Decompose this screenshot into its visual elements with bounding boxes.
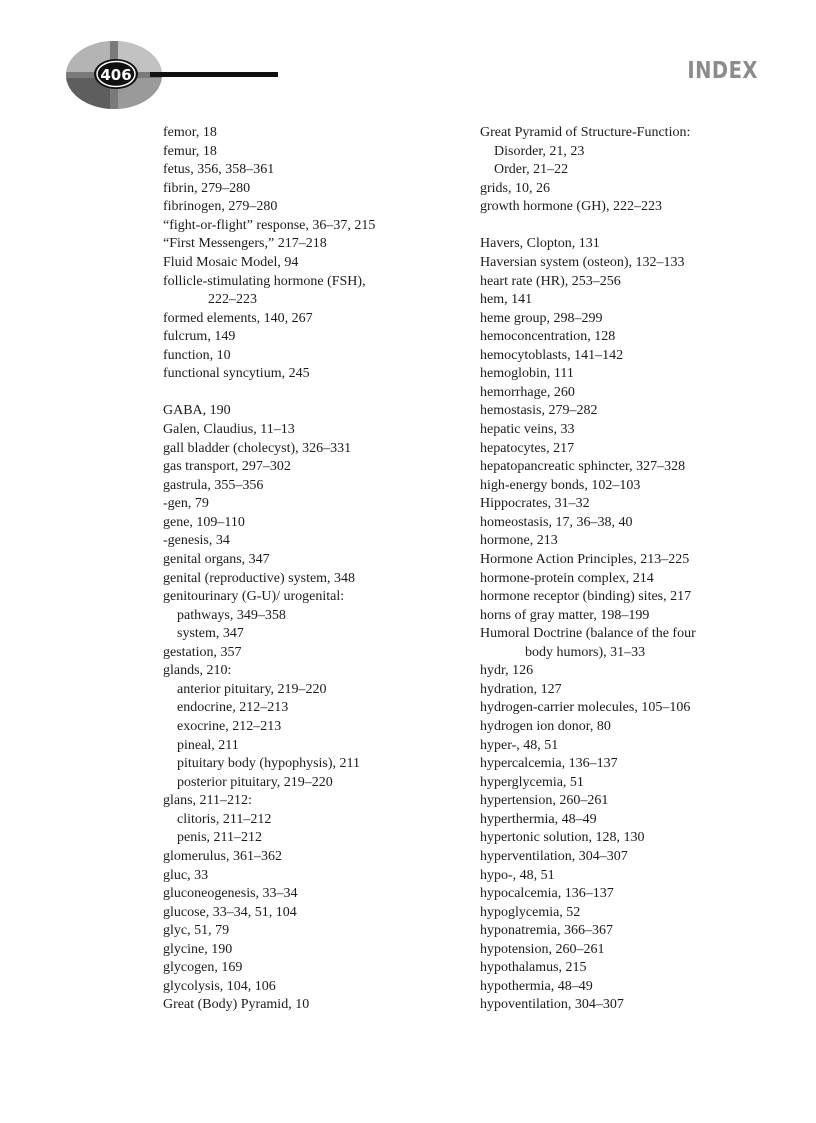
index-subentry: pathways, 349–358 (177, 607, 286, 623)
index-entry: gluconeogenesis, 33–34 (163, 886, 298, 902)
index-entry: hydr, 126 (480, 663, 534, 679)
section-title: INDEX (687, 58, 758, 84)
index-entry: glomerulus, 361–362 (163, 848, 282, 864)
index-entry: glycogen, 169 (163, 960, 243, 976)
index-entry: follicle-stimulating hormone (FSH), (163, 273, 366, 289)
index-entry: hydration, 127 (480, 681, 562, 697)
index-entry: genitourinary (G-U)/ urogenital: (163, 589, 345, 605)
index-entry: hemorrhage, 260 (480, 384, 575, 400)
index-entry-continuation: body humors), 31–33 (525, 644, 646, 660)
index-entry: hepatic veins, 33 (480, 422, 575, 437)
page-number-badge (66, 40, 280, 110)
index-entry: glands, 210: (163, 663, 232, 679)
index-entry: grids, 10, 26 (480, 180, 550, 196)
index-entry: hypoventilation, 304–307 (480, 997, 624, 1013)
section-gap (480, 217, 780, 236)
index-entry: hypothermia, 48–49 (480, 978, 593, 994)
index-entry: Great Pyramid of Structure-Function: (480, 125, 691, 140)
index-entry: GABA, 190 (163, 403, 231, 419)
index-entry: “fight-or-flight” response, 36–37, 215 (163, 217, 376, 233)
index-entry: hypo-, 48, 51 (480, 867, 555, 883)
index-subentry: penis, 211–212 (177, 830, 263, 846)
index-entry: Humoral Doctrine (balance of the four (480, 626, 696, 642)
index-entry: hypothalamus, 215 (480, 960, 587, 976)
index-subentry: exocrine, 212–213 (177, 719, 282, 734)
index-entry: hemoglobin, 111 (480, 366, 574, 382)
index-entry: hypotension, 260–261 (480, 941, 605, 957)
index-entry: hypertension, 260–261 (480, 793, 609, 809)
index-entry: Havers, Clopton, 131 (480, 236, 600, 252)
index-entry: hydrogen ion donor, 80 (480, 719, 611, 734)
index-entry: hypocalcemia, 136–137 (480, 886, 614, 902)
index-entry: hypercalcemia, 136–137 (480, 756, 618, 772)
index-column-left (163, 124, 463, 1015)
index-entry: Hormone Action Principles, 213–225 (480, 551, 690, 567)
index-entry: femor, 18 (163, 125, 217, 140)
index-entry: growth hormone (GH), 222–223 (480, 199, 662, 215)
index-entry: horns of gray matter, 198–199 (480, 607, 650, 623)
index-entry: -genesis, 34 (163, 533, 230, 549)
index-entry: homeostasis, 17, 36–38, 40 (480, 514, 633, 530)
index-entry: “First Messengers,” 217–218 (163, 236, 327, 252)
index-entry: glyc, 51, 79 (163, 923, 230, 939)
index-entry: hepatopancreatic sphincter, 327–328 (480, 459, 686, 475)
section-gap (163, 384, 463, 403)
index-entry: femur, 18 (163, 143, 217, 159)
index-entry: gene, 109–110 (163, 514, 245, 530)
index-entry: -gen, 79 (163, 496, 209, 512)
index-entry: fibrinogen, 279–280 (163, 199, 278, 215)
index-entry: formed elements, 140, 267 (163, 310, 313, 326)
index-entry: hyperglycemia, 51 (480, 774, 584, 790)
index-subentry: pineal, 211 (177, 737, 239, 753)
index-entry: fibrin, 279–280 (163, 180, 251, 196)
index-entry: gastrula, 355–356 (163, 477, 264, 493)
index-entry: Galen, Claudius, 11–13 (163, 422, 295, 437)
index-entry: hyperventilation, 304–307 (480, 848, 628, 864)
index-entry: genital (reproductive) system, 348 (163, 570, 356, 586)
index-entry: hydrogen-carrier molecules, 105–106 (480, 700, 691, 716)
index-entry: hormone-protein complex, 214 (480, 570, 654, 586)
index-entry: hyper-, 48, 51 (480, 737, 559, 753)
index-subentry: anterior pituitary, 219–220 (177, 681, 327, 697)
index-entry: glans, 211–212: (163, 793, 252, 809)
index-entry: high-energy bonds, 102–103 (480, 477, 641, 493)
page-number: 406 (100, 66, 132, 84)
index-entry: fetus, 356, 358–361 (163, 162, 275, 178)
index-entry: Fluid Mosaic Model, 94 (163, 254, 299, 270)
index-entry: function, 10 (163, 347, 231, 363)
index-entry: Haversian system (osteon), 132–133 (480, 254, 685, 270)
index-entry: glucose, 33–34, 51, 104 (163, 904, 297, 920)
index-subentry: Order, 21–22 (494, 162, 569, 178)
index-entry: glycolysis, 104, 106 (163, 978, 276, 994)
index-entry: Hippocrates, 31–32 (480, 496, 590, 512)
index-entry: hyponatremia, 366–367 (480, 923, 613, 939)
index-subentry: clitoris, 211–212 (177, 811, 272, 827)
index-subentry: posterior pituitary, 219–220 (177, 774, 333, 790)
index-entry: functional syncytium, 245 (163, 366, 310, 382)
index-column-right (480, 124, 780, 1015)
index-subentry: system, 347 (177, 626, 244, 642)
index-entry: fulcrum, 149 (163, 329, 236, 345)
index-entry-continuation: 222–223 (208, 292, 257, 308)
index-entry: hormone, 213 (480, 533, 558, 549)
index-entry: gall bladder (cholecyst), 326–331 (163, 440, 352, 456)
index-entry: hypoglycemia, 52 (480, 904, 581, 920)
index-entry: heme group, 298–299 (480, 310, 603, 326)
index-entry: hemostasis, 279–282 (480, 403, 598, 419)
index-entry: glycine, 190 (163, 941, 233, 957)
index-subentry: pituitary body (hypophysis), 211 (177, 756, 361, 772)
index-entry: hem, 141 (480, 292, 533, 308)
index-entry: hyperthermia, 48–49 (480, 811, 597, 827)
index-entry: hemoconcentration, 128 (480, 329, 616, 345)
index-entry: hypertonic solution, 128, 130 (480, 830, 645, 846)
index-entry: Great (Body) Pyramid, 10 (163, 997, 310, 1013)
index-entry: gluc, 33 (163, 867, 209, 883)
index-subentry: endocrine, 212–213 (177, 700, 289, 716)
index-entry: genital organs, 347 (163, 551, 270, 567)
index-entry: gas transport, 297–302 (163, 459, 291, 475)
index-entry: hormone receptor (binding) sites, 217 (480, 589, 692, 605)
index-entry: heart rate (HR), 253–256 (480, 273, 621, 289)
index-subentry: Disorder, 21, 23 (494, 143, 585, 159)
index-entry: gestation, 357 (163, 644, 242, 660)
index-entry: hepatocytes, 217 (480, 440, 575, 456)
index-entry: hemocytoblasts, 141–142 (480, 347, 624, 363)
